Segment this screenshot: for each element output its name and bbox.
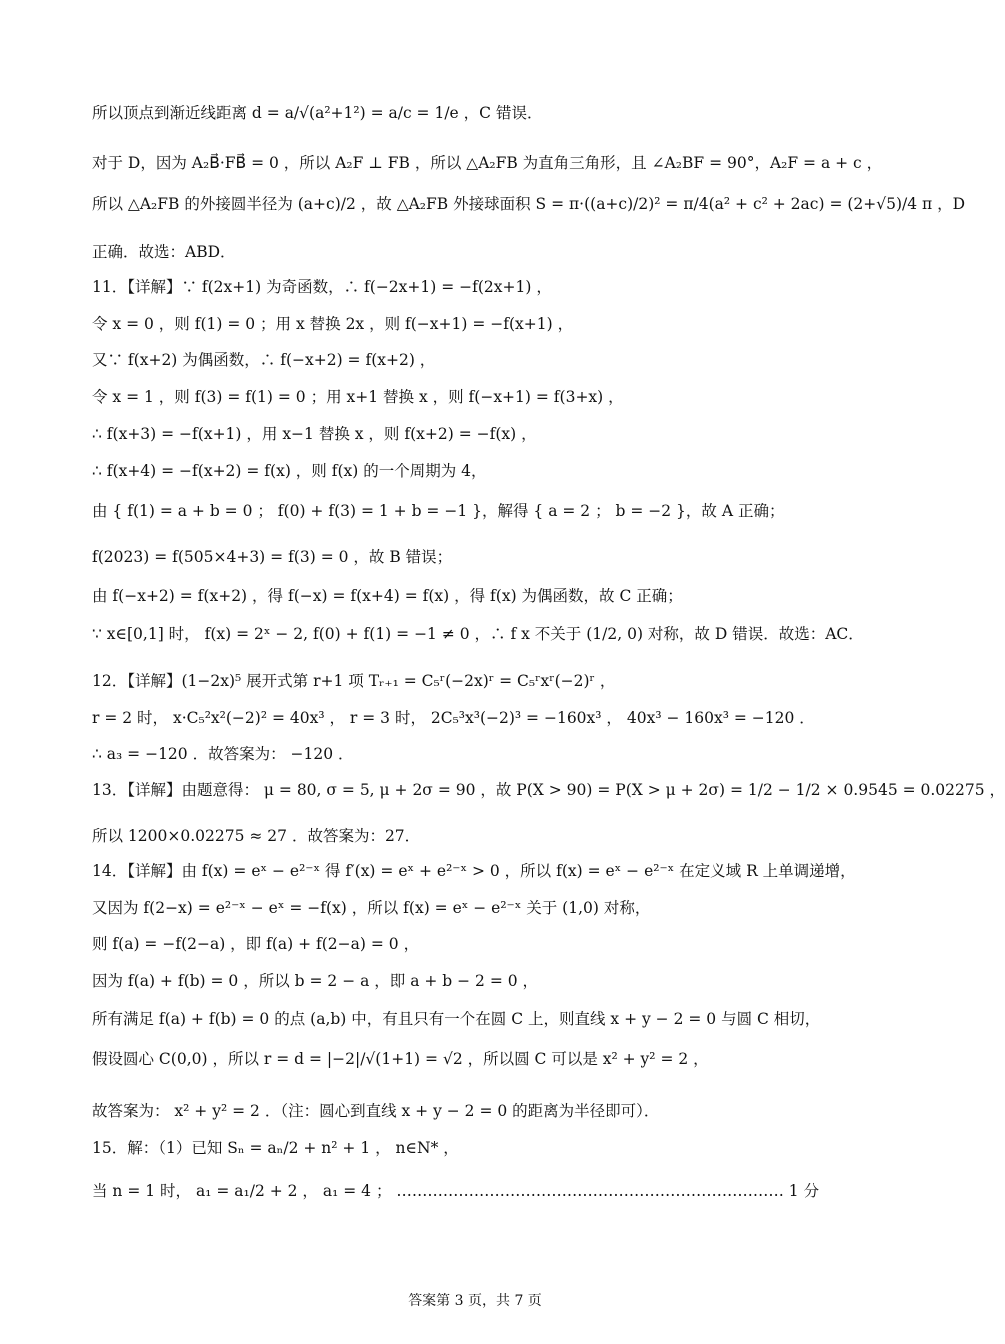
text-line: 故答案为： x² + y² = 2 ．（注：圆心到直线 x + y − 2 = 0 的距离为半径即可）． — [92, 1102, 660, 1120]
text-line: 令 x = 1 ，则 f(3) = f(1) = 0 ；用 x+1 替换 x ，则 f(−x+1) = f(3+x) ， — [92, 388, 624, 406]
text-line: ∴ f(x+3) = −f(x+1) ，用 x−1 替换 x ，则 f(x+2) = −f(x) ， — [92, 425, 537, 443]
text-line: 12．【详解】(1−2x)⁵ 展开式第 r+1 项 Tᵣ₊₁ = C₅ʳ(−2x)ʳ = C₅ʳxʳ(−2)ʳ ， — [92, 672, 616, 690]
text-line: f(2023) = f(505×4+3) = f(3) = 0 ，故 B 错误； — [92, 548, 453, 566]
text-line: 又∵ f(x+2) 为偶函数，∴ f(−x+2) = f(x+2) ， — [92, 351, 436, 369]
text-line: 所有满足 f(a) + f(b) = 0 的点 (a,b) 中，有且只有一个在圆 C 上，则直线 x + y − 2 = 0 与圆 C 相切， — [92, 1010, 821, 1028]
text-line: 由 { f(1) = a + b = 0 ； f(0) + f(3) = 1 + b = −1 }，解得 { a = 2 ； b = −2 }，故 A 正确； — [92, 502, 785, 520]
text-line: 正确．故选：ABD． — [92, 243, 236, 261]
text-line: 所以顶点到渐近线距离 d = a/√(a²+1²) = a/c = 1/e ，C 错误． — [92, 104, 543, 122]
text-line: 15．解：（1）已知 Sₙ = aₙ/2 + n² + 1 ， n∈N* ， — [92, 1139, 459, 1157]
text-line: 则 f(a) = −f(2−a) ，即 f(a) + f(2−a) = 0 ， — [92, 935, 420, 953]
text-line: 假设圆心 C(0,0) ，所以 r = d = |−2|/√(1+1) = √2 ，所以圆 C 可以是 x² + y² = 2 ， — [92, 1050, 709, 1068]
page-footer: 答案第 3 页，共 7 页 — [408, 1293, 542, 1309]
text-line: 又因为 f(2−x) = e²⁻ˣ − eˣ = −f(x) ，所以 f(x) = eˣ − e²⁻ˣ 关于 (1,0) 对称， — [92, 899, 651, 917]
text-line: 11．【详解】∵ f(2x+1) 为奇函数，∴ f(−2x+1) = −f(2x+1) ， — [92, 278, 552, 296]
text-line: r = 2 时， x·C₅²x²(−2)² = 40x³ ， r = 3 时， 2C₅³x³(−2)³ = −160x³ ， 40x³ − 160x³ = −120 ． — [92, 709, 815, 727]
text-line: 当 n = 1 时， a₁ = a₁/2 + 2 ， a₁ = 4 ； ………………………………………………………………… 1 分 — [92, 1182, 820, 1200]
text-line: 因为 f(a) + f(b) = 0 ，所以 b = 2 − a ，即 a + b − 2 = 0 ， — [92, 972, 539, 990]
text-line: 所以 △A₂FB 的外接圆半径为 (a+c)/2 ，故 △A₂FB 外接球面积 S = π·((a+c)/2)² = π/4(a² + c² + 2ac) = (2+√5)/4 π ，D — [92, 195, 966, 213]
text-line: 14．【详解】由 f(x) = eˣ − e²⁻ˣ 得 f′(x) = eˣ + e²⁻ˣ > 0 ，所以 f(x) = eˣ − e²⁻ˣ 在定义域 R 上单调递增， — [92, 862, 856, 880]
text-line: 13．【详解】由题意得： μ = 80, σ = 5, μ + 2σ = 90 ，故 P(X > 90) = P(X > μ + 2σ) = 1/2 − 1/2 × 0.9545 = 0.02275 ， — [92, 781, 1005, 799]
text-line: ∴ f(x+4) = −f(x+2) = f(x) ，则 f(x) 的一个周期为 4， — [92, 462, 487, 480]
text-line: 对于 D，因为 A₂B⃗·FB⃗ = 0 ，所以 A₂F ⊥ FB ，所以 △A₂FB 为直角三角形，且 ∠A₂BF = 90°，A₂F = a + c ， — [92, 154, 883, 172]
text-line: 由 f(−x+2) = f(x+2) ，得 f(−x) = f(x+4) = f(x) ，得 f(x) 为偶函数，故 C 正确； — [92, 587, 683, 605]
text-line: 令 x = 0 ，则 f(1) = 0 ；用 x 替换 2x ，则 f(−x+1) = −f(x+1) ， — [92, 315, 574, 333]
text-line: ∴ a₃ = −120 ．故答案为： −120 ． — [92, 745, 354, 763]
text-line: ∵ x∈[0,1] 时， f(x) = 2ˣ − 2, f(0) + f(1) = −1 ≠ 0 ，∴ f x 不关于 (1/2, 0) 对称，故 D 错误．故选：AC． — [92, 625, 864, 643]
text-line: 所以 1200×0.02275 ≈ 27 ．故答案为：27． — [92, 827, 421, 845]
